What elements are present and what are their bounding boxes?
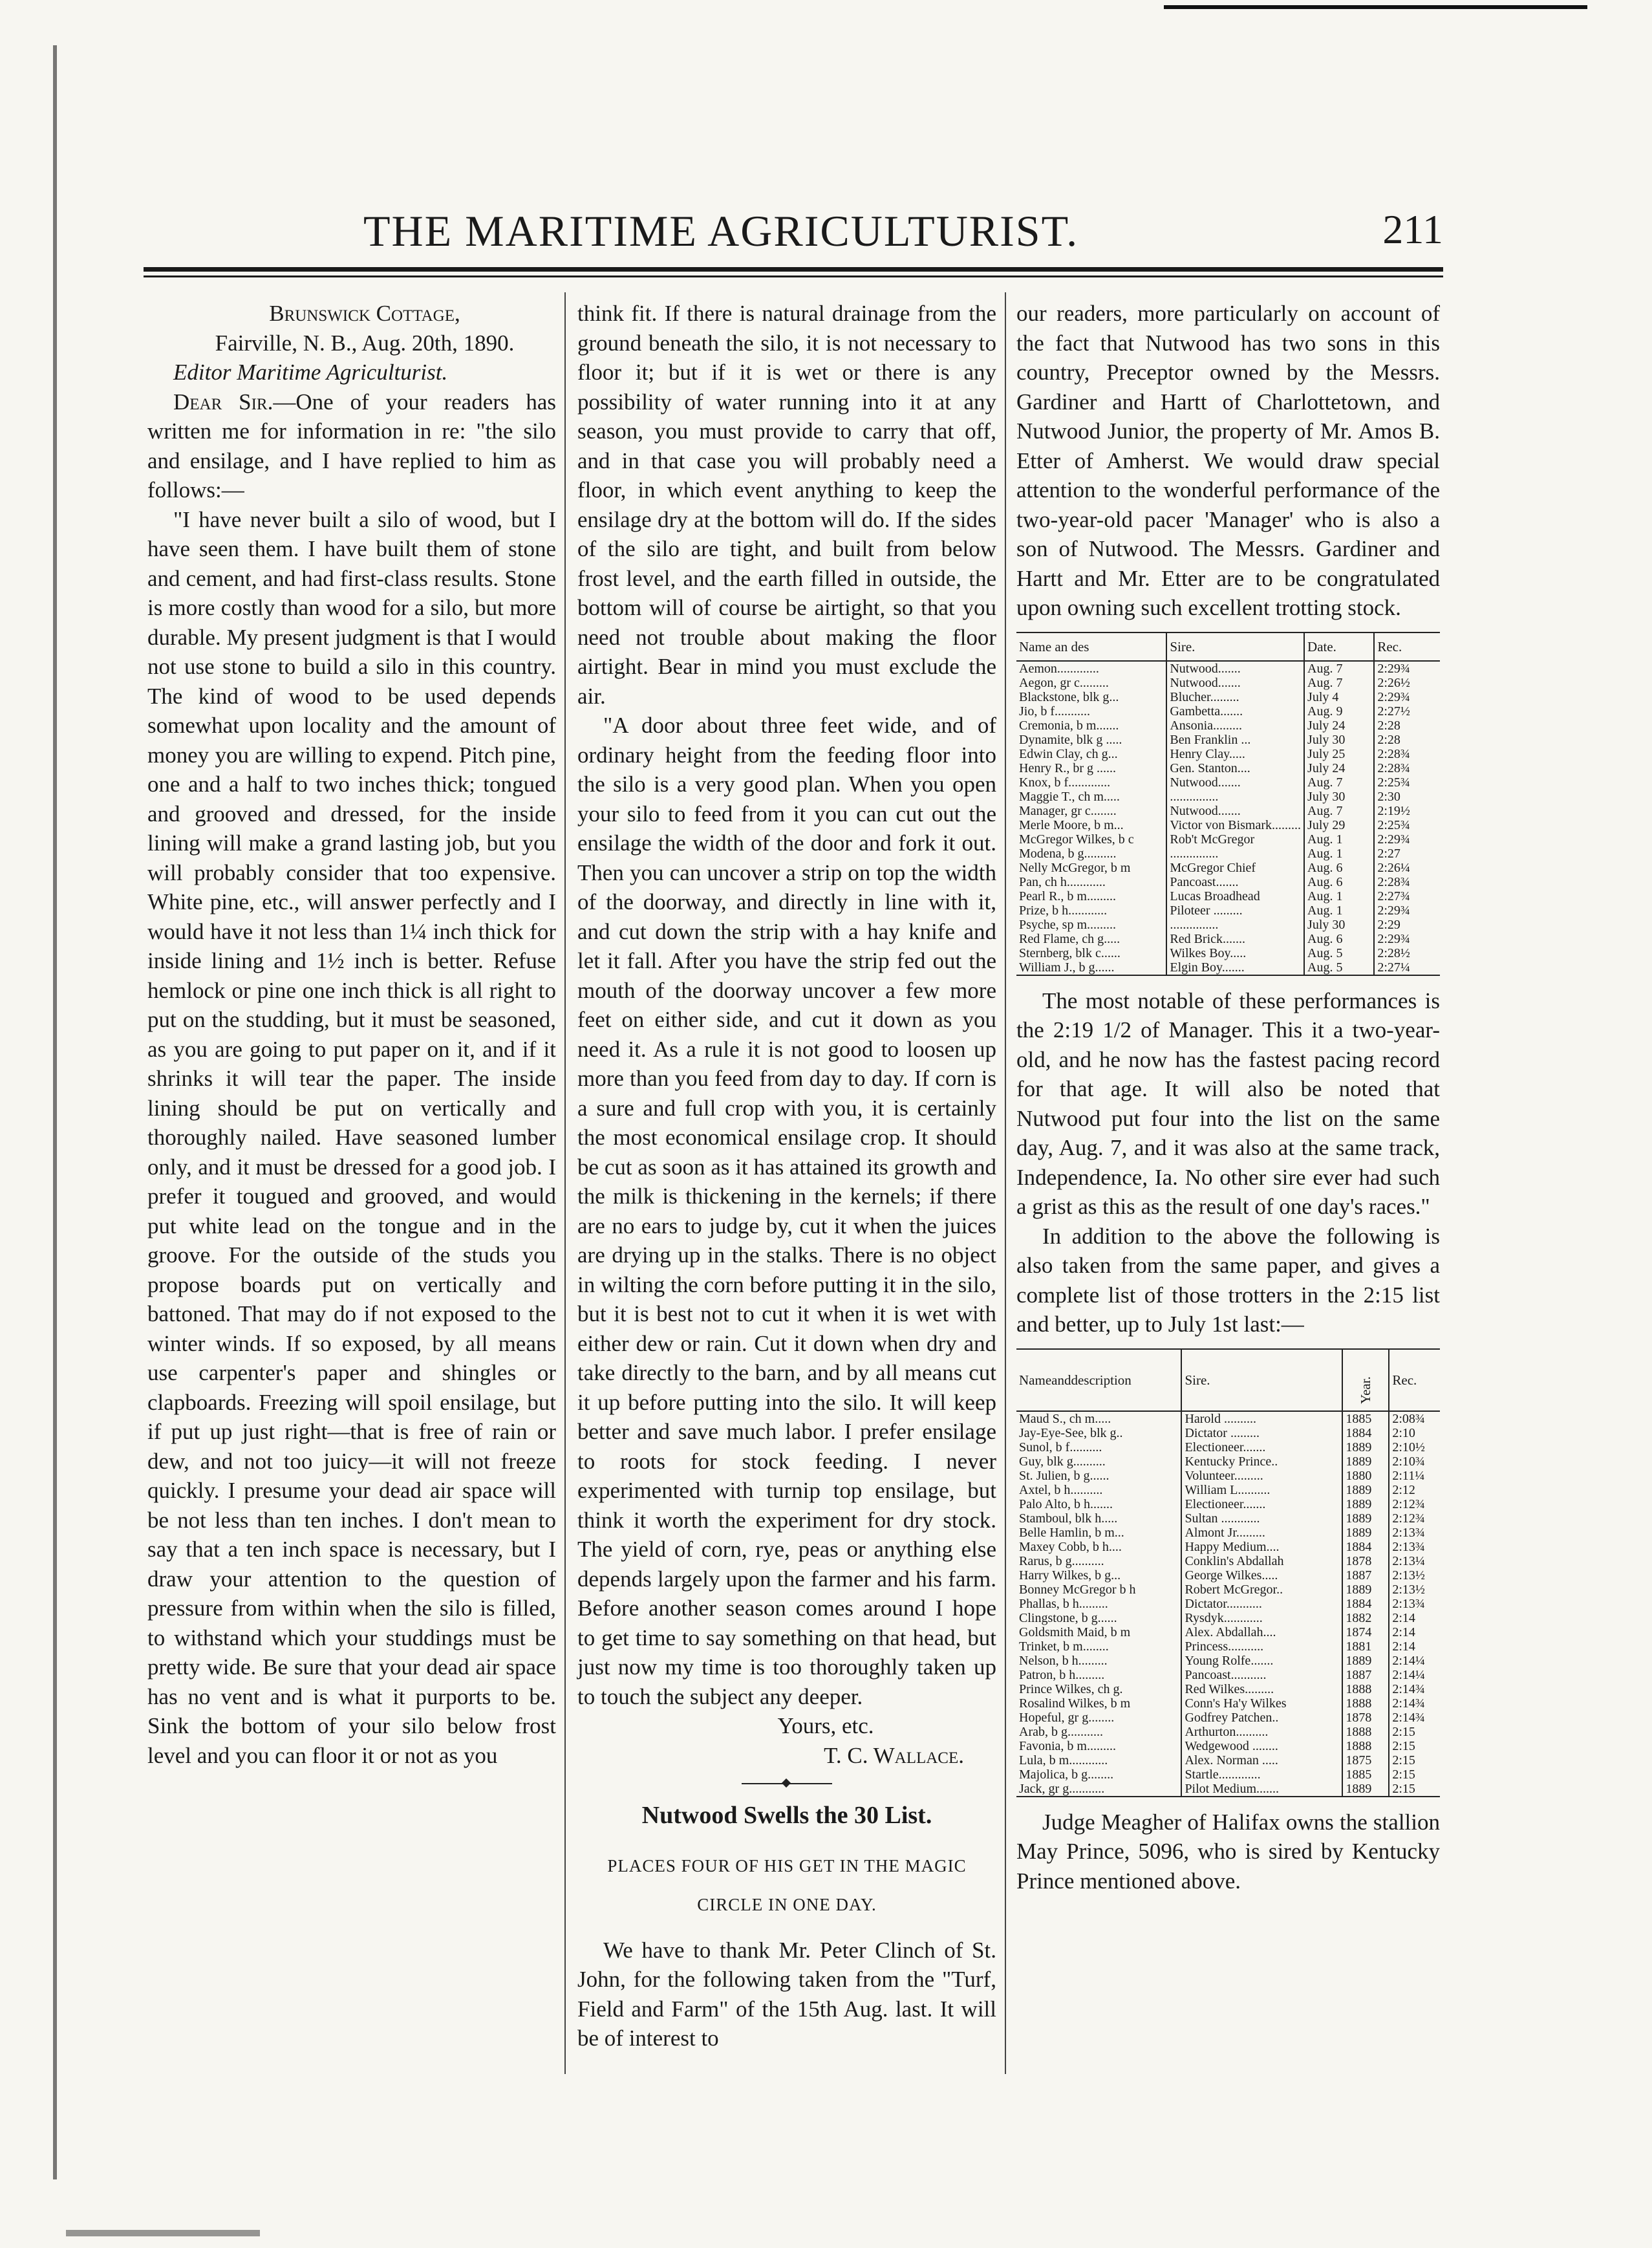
- table-cell: Dynamite, blk g .....: [1019, 732, 1122, 747]
- table-cell: 1887: [1342, 1668, 1389, 1682]
- table-cell: Pan, ch h............: [1019, 874, 1106, 889]
- table-cell: 1889: [1342, 1497, 1389, 1511]
- table-row: [1016, 1411, 1440, 1426]
- table-cell: 1874: [1342, 1625, 1389, 1639]
- column-3: [1016, 299, 1440, 1896]
- table-cell: 1885: [1342, 1411, 1389, 1426]
- section-divider: [742, 1783, 832, 1784]
- table-cell: Pancoast...........: [1181, 1668, 1342, 1682]
- table-cell: Psyche, sp m.........: [1019, 917, 1116, 932]
- table-cell: McGregor Chief: [1166, 861, 1304, 875]
- table-cell: Aug. 9: [1304, 704, 1374, 719]
- table-cell: Aug. 5: [1304, 946, 1374, 960]
- table-cell: 1888: [1342, 1739, 1389, 1753]
- table-cell: Maxey Cobb, b h....: [1019, 1539, 1122, 1554]
- table-cell: Wilkes Boy.....: [1166, 946, 1304, 960]
- table-cell: Victor von Bismark.........: [1166, 818, 1304, 832]
- table-cell: Hopeful, gr g........: [1019, 1710, 1115, 1725]
- table-row: [1016, 1767, 1440, 1782]
- table-cell: Nelly McGregor, b m: [1019, 860, 1131, 875]
- table-cell: Aug. 1: [1304, 903, 1374, 918]
- table-cell: Princess...........: [1181, 1639, 1342, 1654]
- table-cell: Aug. 7: [1304, 804, 1374, 818]
- table-cell: 2:29¾: [1374, 832, 1440, 847]
- table-cell: 2:13¾: [1389, 1540, 1440, 1554]
- table-cell: Rarus, b g..........: [1019, 1553, 1104, 1568]
- table-cell: Pancoast.......: [1166, 875, 1304, 889]
- table-cell: Manager, gr c........: [1019, 803, 1117, 818]
- table-row: [1016, 661, 1440, 676]
- scan-bottom-mark: [66, 2230, 260, 2236]
- table-cell: July 24: [1304, 719, 1374, 733]
- table-cell: 1888: [1342, 1696, 1389, 1711]
- table-row: [1016, 761, 1440, 775]
- article-subheadline: PLACES FOUR OF HIS GET IN THE MAGIC CIRCLE IN ONE DAY.: [607, 1855, 967, 1914]
- table-header-cell: Rec.: [1374, 632, 1440, 661]
- table-cell: 2:27¼: [1374, 960, 1440, 975]
- scan-binding-edge: [53, 45, 57, 2179]
- table-cell: 2:26¼: [1374, 861, 1440, 875]
- table-cell: 1875: [1342, 1753, 1389, 1767]
- table-cell: Harold ..........: [1181, 1411, 1342, 1426]
- table-cell: 2:12¾: [1389, 1511, 1440, 1526]
- table-cell: St. Julien, b g......: [1019, 1468, 1110, 1483]
- table-cell: 2:11¼: [1389, 1469, 1440, 1483]
- table-cell: 2:28¾: [1374, 747, 1440, 761]
- table-cell: Conn's Ha'y Wilkes: [1181, 1696, 1342, 1711]
- table-cell: Kentucky Prince..: [1181, 1454, 1342, 1469]
- table-row: [1016, 1526, 1440, 1540]
- table-cell: 2:13¾: [1389, 1597, 1440, 1611]
- table-cell: 2:14¼: [1389, 1654, 1440, 1668]
- table-row: [1016, 1782, 1440, 1797]
- table-cell: Modena, b g..........: [1019, 846, 1117, 861]
- table-cell: July 30: [1304, 790, 1374, 804]
- table-cell: 1889: [1342, 1511, 1389, 1526]
- table-row: [1016, 889, 1440, 903]
- table-row: [1016, 1568, 1440, 1583]
- table-cell: 2:28¾: [1374, 875, 1440, 889]
- table-row: [1016, 676, 1440, 690]
- table-cell: 2:29: [1374, 918, 1440, 932]
- table-cell: Startle.............: [1181, 1767, 1342, 1782]
- table-cell: 2:10½: [1389, 1440, 1440, 1454]
- table-cell: Gambetta.......: [1166, 704, 1304, 719]
- table-cell: Pearl R., b m.........: [1019, 889, 1116, 903]
- table-cell: 1882: [1342, 1611, 1389, 1625]
- table-cell: 1884: [1342, 1426, 1389, 1440]
- table-cell: Aug. 6: [1304, 861, 1374, 875]
- table-cell: 2:10¾: [1389, 1454, 1440, 1469]
- table-row: [1016, 818, 1440, 832]
- table-cell: Aug. 7: [1304, 661, 1374, 676]
- table-cell: 2:29¾: [1374, 690, 1440, 704]
- table-row: [1016, 1711, 1440, 1725]
- table-cell: Clingstone, b g......: [1019, 1610, 1117, 1625]
- table-cell: Henry R., br g ......: [1019, 761, 1116, 775]
- table-cell: Belle Hamlin, b m...: [1019, 1525, 1124, 1540]
- table-cell: 1887: [1342, 1568, 1389, 1583]
- table-cell: Volunteer.........: [1181, 1469, 1342, 1483]
- letter-addressee: Editor Maritime Agriculturist.: [173, 360, 448, 385]
- table-cell: 2:27½: [1374, 704, 1440, 719]
- table-row: [1016, 1440, 1440, 1454]
- table-cell: Aegon, gr c.........: [1019, 675, 1109, 690]
- record-table-2-15-list: [1016, 1348, 1440, 1797]
- table-cell: Guy, blk g..........: [1019, 1454, 1106, 1469]
- scan-edge-mark: [1164, 5, 1587, 9]
- letter-signature: T. C. Wallace.: [824, 1742, 964, 1768]
- table-cell: Lula, b m............: [1019, 1753, 1108, 1767]
- table-cell: William L..........: [1181, 1483, 1342, 1497]
- table-cell: Rosalind Wilkes, b m: [1019, 1696, 1131, 1711]
- table-cell: Dictator .........: [1181, 1426, 1342, 1440]
- table-row: [1016, 861, 1440, 875]
- table-row: [1016, 1753, 1440, 1767]
- table-header-cell: Sire.: [1166, 632, 1304, 661]
- table-cell: Ben Franklin ...: [1166, 733, 1304, 747]
- table-header-cell: Nameanddescription: [1016, 1349, 1181, 1411]
- letter-dateline: Fairville, N. B., Aug. 20th, 1890.: [215, 330, 515, 356]
- table-row: [1016, 1426, 1440, 1440]
- table-cell: 2:10: [1389, 1426, 1440, 1440]
- table-row: [1016, 790, 1440, 804]
- table-cell: 2:14: [1389, 1611, 1440, 1625]
- table-cell: Palo Alto, b h.......: [1019, 1497, 1113, 1511]
- table-cell: Wedgewood ........: [1181, 1739, 1342, 1753]
- table-cell: 2:13¼: [1389, 1554, 1440, 1568]
- table-cell: Sunol, b f..........: [1019, 1440, 1102, 1454]
- table-cell: Aug. 7: [1304, 775, 1374, 790]
- table-cell: Red Wilkes.........: [1181, 1682, 1342, 1696]
- table-cell: 2:25¾: [1374, 775, 1440, 790]
- table-row: [1016, 1739, 1440, 1753]
- article-paragraph: We have to thank Mr. Peter Clinch of St. John, for the following taken from the "Turf, Field and Farm" of the 15th Aug. last. It will be of interest to: [577, 1937, 996, 2051]
- table-cell: Maud S., ch m.....: [1019, 1411, 1111, 1426]
- table-cell: Piloteer .........: [1166, 903, 1304, 918]
- table-cell: Phallas, b h.........: [1019, 1596, 1108, 1611]
- table-cell: 1878: [1342, 1711, 1389, 1725]
- table-header-cell: Name an des: [1016, 632, 1166, 661]
- table-cell: July 4: [1304, 690, 1374, 704]
- letter-salutation: Dear Sir.: [173, 389, 274, 415]
- table-cell: Almont Jr.........: [1181, 1526, 1342, 1540]
- table-cell: 2:30: [1374, 790, 1440, 804]
- table-cell: George Wilkes.....: [1181, 1568, 1342, 1583]
- table-cell: Aug. 6: [1304, 875, 1374, 889]
- table-cell: ...............: [1166, 918, 1304, 932]
- table-cell: 2:28¾: [1374, 761, 1440, 775]
- table-cell: 2:28: [1374, 719, 1440, 733]
- table-row: [1016, 1682, 1440, 1696]
- table-cell: ...............: [1166, 847, 1304, 861]
- table-row: [1016, 1554, 1440, 1568]
- page-number: 211: [1382, 206, 1443, 252]
- table-cell: Rob't McGregor: [1166, 832, 1304, 847]
- letter-place: Brunswick Cottage,: [269, 301, 460, 326]
- table-cell: Goldsmith Maid, b m: [1019, 1625, 1131, 1639]
- table-cell: 2:15: [1389, 1767, 1440, 1782]
- table-row: [1016, 719, 1440, 733]
- table-cell: Blackstone, blk g...: [1019, 689, 1119, 704]
- article-paragraph: our readers, more particularly on account of the fact that Nutwood has two sons in this country, Preceptor owned by the Messrs. Gardiner and Hartt of Charlottetown, and Nutwood Junior, the property of Mr. Amos B. Etter of Amherst. We would draw special attention to the wonderful performance of the two-year-old pacer 'Manager' who is also a son of Nutwood. The Messrs. Gardiner and Hartt and Mr. Etter are to be congratulated upon owning such excellent trotting stock.: [1016, 301, 1440, 620]
- table-row: [1016, 903, 1440, 918]
- table-cell: Nutwood.......: [1166, 661, 1304, 676]
- table-cell: 1888: [1342, 1682, 1389, 1696]
- table-cell: Conklin's Abdallah: [1181, 1554, 1342, 1568]
- table-cell: 2:27¾: [1374, 889, 1440, 903]
- table-cell: 2:14: [1389, 1625, 1440, 1639]
- table-row: [1016, 875, 1440, 889]
- table-cell: 1884: [1342, 1597, 1389, 1611]
- table-cell: Alex. Abdallah....: [1181, 1625, 1342, 1639]
- table-row: [1016, 1625, 1440, 1639]
- table-cell: July 25: [1304, 747, 1374, 761]
- column-divider: [564, 292, 566, 2074]
- table-cell: Knox, b f.............: [1019, 775, 1111, 790]
- record-table-nutwood: [1016, 632, 1440, 976]
- column-1: [147, 299, 556, 1770]
- table-cell: Aug. 6: [1304, 932, 1374, 946]
- table-cell: Robert McGregor..: [1181, 1583, 1342, 1597]
- table-cell: Arab, b g...........: [1019, 1724, 1103, 1739]
- table-cell: 2:26½: [1374, 676, 1440, 690]
- table-cell: Prize, b h............: [1019, 903, 1108, 918]
- table-cell: Aug. 1: [1304, 847, 1374, 861]
- table-cell: Aemon.............: [1019, 661, 1099, 676]
- table-cell: 1889: [1342, 1583, 1389, 1597]
- table-header-cell: Sire.: [1181, 1349, 1342, 1411]
- table-cell: 2:14¾: [1389, 1711, 1440, 1725]
- table-cell: Red Flame, ch g.....: [1019, 931, 1121, 946]
- table-cell: Aug. 5: [1304, 960, 1374, 975]
- table-cell: 2:14¼: [1389, 1668, 1440, 1682]
- table-cell: Young Rolfe.......: [1181, 1654, 1342, 1668]
- table-cell: Alex. Norman .....: [1181, 1753, 1342, 1767]
- table-cell: Gen. Stanton....: [1166, 761, 1304, 775]
- table-row: [1016, 1454, 1440, 1469]
- table-row: [1016, 1639, 1440, 1654]
- table-cell: 2:08¾: [1389, 1411, 1440, 1426]
- table-cell: Aug. 1: [1304, 832, 1374, 847]
- table-cell: Sultan ............: [1181, 1511, 1342, 1526]
- table-cell: 2:25¾: [1374, 818, 1440, 832]
- table-cell: Henry Clay.....: [1166, 747, 1304, 761]
- table-cell: 2:29¾: [1374, 932, 1440, 946]
- column-2: [577, 299, 996, 2053]
- table-cell: 1889: [1342, 1782, 1389, 1797]
- table-row: [1016, 690, 1440, 704]
- table-cell: 2:28½: [1374, 946, 1440, 960]
- table-cell: Rysdyk............: [1181, 1611, 1342, 1625]
- table-row: [1016, 946, 1440, 960]
- table-cell: McGregor Wilkes, b c: [1019, 832, 1134, 847]
- table-cell: ...............: [1166, 790, 1304, 804]
- table-row: [1016, 960, 1440, 975]
- article-paragraph: The most notable of these performances is the 2:19 1/2 of Manager. This it a two-year-old, and he now has the fastest pacing record for that age. It will also be noted that Nutwood put four into the list on the same day, Aug. 7, and it was also at the same track, Independence, Ia. No other sire ever had such a grist as this as the result of one day's races.": [1016, 988, 1440, 1219]
- table-cell: Patron, b h.........: [1019, 1667, 1105, 1682]
- table-row: [1016, 747, 1440, 761]
- table-cell: Axtel, b h..........: [1019, 1482, 1103, 1497]
- table-cell: Nutwood.......: [1166, 676, 1304, 690]
- table-cell: Arthurton..........: [1181, 1725, 1342, 1739]
- header-rule-thin: [144, 276, 1443, 277]
- table-cell: Lucas Broadhead: [1166, 889, 1304, 903]
- table-cell: 2:14: [1389, 1639, 1440, 1654]
- table-cell: 2:13½: [1389, 1568, 1440, 1583]
- table-cell: Dictator...........: [1181, 1597, 1342, 1611]
- table-cell: 2:12¾: [1389, 1497, 1440, 1511]
- table-cell: Elgin Boy.......: [1166, 960, 1304, 975]
- table-row: [1016, 1611, 1440, 1625]
- table-cell: 1889: [1342, 1483, 1389, 1497]
- table-cell: Cremonia, b m.......: [1019, 718, 1119, 733]
- table-cell: 2:15: [1389, 1782, 1440, 1797]
- table-cell: 1878: [1342, 1554, 1389, 1568]
- table-cell: 2:29¾: [1374, 661, 1440, 676]
- table-cell: 2:14¾: [1389, 1682, 1440, 1696]
- table-row: [1016, 775, 1440, 790]
- table-row: [1016, 1696, 1440, 1711]
- table-cell: Harry Wilkes, b g...: [1019, 1568, 1121, 1583]
- table-cell: Majolica, b g........: [1019, 1767, 1114, 1782]
- table-cell: 2:27: [1374, 847, 1440, 861]
- table-cell: William J., b g......: [1016, 960, 1166, 975]
- table-cell: Pilot Medium.......: [1181, 1782, 1342, 1797]
- table-cell: Happy Medium....: [1181, 1540, 1342, 1554]
- table-row: [1016, 1497, 1440, 1511]
- table-cell: Bonney McGregor b h: [1019, 1582, 1136, 1597]
- table-cell: 2:28: [1374, 733, 1440, 747]
- table-cell: 2:15: [1389, 1753, 1440, 1767]
- table-cell: 1889: [1342, 1526, 1389, 1540]
- article-headline: Nutwood Swells the 30 List.: [641, 1802, 932, 1829]
- table-cell: 1889: [1342, 1440, 1389, 1454]
- table-row: [1016, 832, 1440, 847]
- table-row: [1016, 918, 1440, 932]
- table-cell: Jack, gr g...........: [1016, 1782, 1181, 1797]
- table-cell: 2:15: [1389, 1739, 1440, 1753]
- table-cell: Jay-Eye-See, blk g..: [1019, 1425, 1123, 1440]
- table-cell: Maggie T., ch m.....: [1019, 789, 1120, 804]
- table-row: [1016, 932, 1440, 946]
- table-cell: Electioneer.......: [1181, 1440, 1342, 1454]
- table-row: [1016, 1511, 1440, 1526]
- letter-paragraph: think fit. If there is natural drainage from the ground beneath the silo, it is not necessary to floor it; but if it is wet or there is any possibility of water running into it at any season, you must provide to carry that off, and in that case you will probably need a floor, in which event anything to keep the ensilage dry at the bottom will do. If the sides of the silo are tight, and built from below frost level, and the earth filled in outside, the bottom will of course be airtight, so that you need not trouble about making the floor airtight. Bear in mind you must exclude the air.: [577, 301, 996, 709]
- table-cell: Merle Moore, b m...: [1019, 817, 1124, 832]
- table-cell: Nutwood.......: [1166, 804, 1304, 818]
- table-cell: 2:12: [1389, 1483, 1440, 1497]
- table-cell: 2:13½: [1389, 1583, 1440, 1597]
- table-header-cell: Date.: [1304, 632, 1374, 661]
- article-paragraph: In addition to the above the following is also taken from the same paper, and gives a complete list of those trotters in the 2:15 list and better, up to July 1st last:—: [1016, 1223, 1440, 1337]
- table-cell: Nutwood.......: [1166, 775, 1304, 790]
- letter-closing: Yours, etc.: [777, 1713, 874, 1738]
- table-row: [1016, 1725, 1440, 1739]
- table-row: [1016, 704, 1440, 719]
- table-cell: Godfrey Patchen..: [1181, 1711, 1342, 1725]
- table-cell: Red Brick.......: [1166, 932, 1304, 946]
- table-cell: Jio, b f...........: [1019, 704, 1090, 719]
- letter-paragraph: "I have never built a silo of wood, but I have seen them. I have built them of stone and cement, and had first-class results. Stone is more costly than wood for a silo, but more durable. My present judgment is that I would not use stone to build a silo in this country. The kind of wood to be used depends somewhat upon locality and the amount of money you are willing to expend. Pitch pine, one and a half to two inches thick; tongued and grooved and dressed, for the inside lining will make a grand lasting job, but you will probably consider that too expensive. White pine, etc., will answer perfectly and I would have it not less than 1¼ inch thick for inside lining and 1½ inch is better. Refuse hemlock or pine one inch thick is all right to put on the studding, but it must be seasoned, as you are going to put paper on it, and if it shrinks it will tear the paper. The inside lining should be put on vertically and thoroughly nailed. Have seasoned lumber only, and it must be dressed for a good job. I prefer it tougued and grooved, and would put white lead on the tongue and in the groove. For the outside of the studs you propose boards put on vertically and battoned. That may do if not exposed to the winter winds. If so exposed, by all means use carpenter's paper and shingles or clapboards. Freezing will spoil ensilage, but if put up just right—that is free of rain or dew, and not too juicy—it will not freeze quickly. I presume your dead air space will be not less than ten inches. I don't mean to say that a ten inch space is necessary, but I draw your attention to the question of pressure from within when the silo is filled, to withstand which your studdings must be pretty wide. Be sure that your dead air space has no vent and is what it purports to be. Sink the bottom of your silo below frost level and you can floor it or not as you: [147, 506, 556, 1768]
- table-cell: Prince Wilkes, ch g.: [1019, 1681, 1123, 1696]
- letter-paragraph: "A door about three feet wide, and of ordinary height from the feeding floor into the silo is a very good plan. When you open your silo to feed from it you can cut out the ensilage the width of the door and fork it out. Then you can uncover a strip on top the width of the doorway, and directly in line with it, and cut down the strip with a hay knife and let it fall. After you have the strip fed out the mouth of the doorway uncover a few more feet on either side, and cut it down as you need it. As a rule it is not good to loosen up more than you feed from day to day. If corn is a sure and full crop with you, it is certainly the most economical ensilage crop. It should be cut as soon as it has attained its growth and the milk is thickening in the kernels; if there are no ears to judge by, cut it when the juices are drying up in the stalks. There is no object in wilting the corn before putting it in the silo, but it is best not to cut it when it is wet with either dew or rain. Cut it down when dry and take directly to the barn, and by all means cut it up before putting into the silo. It will keep better and save much labor. I prefer ensilage to roots for stock feeding. I never experimented with turnip top ensilage, but think it worth the experiment for dry stock. The yield of corn, rye, peas or anything else depends largely upon the farmer and his farm. Before another season comes around I hope to get time to say something on that head, but just now my time is too thoroughly taken up to touch the subject any deeper.: [577, 713, 996, 1709]
- table-row: [1016, 1583, 1440, 1597]
- table-cell: Trinket, b m........: [1019, 1639, 1109, 1654]
- table-cell: 1889: [1342, 1454, 1389, 1469]
- table-cell: Nelson, b h.........: [1019, 1653, 1108, 1668]
- journal-title: THE MARITIME AGRICULTURIST.: [363, 206, 1079, 255]
- table-cell: 2:29¾: [1374, 903, 1440, 918]
- letter-paragraph: Dear Sir.—One of your readers has written me for information in re: "the silo and ensilage, and I have replied to him as follows:—: [147, 389, 557, 503]
- table-cell: Stamboul, blk h.....: [1019, 1511, 1118, 1526]
- table-header-cell: Rec.: [1389, 1349, 1440, 1411]
- table-cell: Aug. 1: [1304, 889, 1374, 903]
- table-row: [1016, 1469, 1440, 1483]
- table-cell: 1888: [1342, 1725, 1389, 1739]
- table-cell: 2:14¾: [1389, 1696, 1440, 1711]
- table-cell: July 24: [1304, 761, 1374, 775]
- table-cell: Ansonia.........: [1166, 719, 1304, 733]
- table-cell: Electioneer.......: [1181, 1497, 1342, 1511]
- table-cell: July 30: [1304, 918, 1374, 932]
- column-divider: [1005, 292, 1006, 2074]
- table-row: [1016, 733, 1440, 747]
- table-cell: 1880: [1342, 1469, 1389, 1483]
- table-cell: 2:15: [1389, 1725, 1440, 1739]
- table-cell: Blucher.........: [1166, 690, 1304, 704]
- table-cell: 1881: [1342, 1639, 1389, 1654]
- table-cell: July 29: [1304, 818, 1374, 832]
- table-row: [1016, 1540, 1440, 1554]
- table-cell: 1884: [1342, 1540, 1389, 1554]
- table-cell: Aug. 7: [1304, 676, 1374, 690]
- table-row: [1016, 1668, 1440, 1682]
- article-paragraph: Judge Meagher of Halifax owns the stallion May Prince, 5096, who is sired by Kentucky Prince mentioned above.: [1016, 1809, 1440, 1894]
- table-cell: Favonia, b m.........: [1019, 1738, 1116, 1753]
- table-cell: 1885: [1342, 1767, 1389, 1782]
- table-row: [1016, 1654, 1440, 1668]
- table-header-cell: Year.: [1342, 1349, 1389, 1411]
- table-cell: 2:13¾: [1389, 1526, 1440, 1540]
- header-rule: [144, 267, 1443, 272]
- table-row: [1016, 804, 1440, 818]
- table-cell: 2:19½: [1374, 804, 1440, 818]
- table-cell: July 30: [1304, 733, 1374, 747]
- page-header: [144, 206, 1443, 264]
- table-row: [1016, 847, 1440, 861]
- table-row: [1016, 1597, 1440, 1611]
- table-cell: Sternberg, blk c......: [1019, 946, 1121, 960]
- table-row: [1016, 1483, 1440, 1497]
- table-cell: 1889: [1342, 1654, 1389, 1668]
- table-cell: Edwin Clay, ch g...: [1019, 746, 1118, 761]
